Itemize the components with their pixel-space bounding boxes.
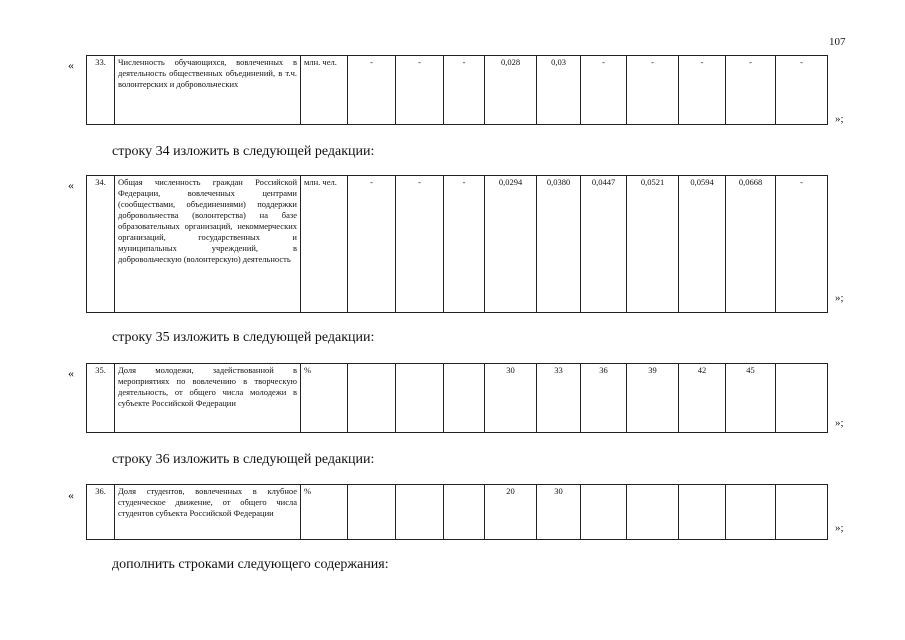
- value-cell: -: [679, 56, 726, 125]
- instruction-text: строку 35 изложить в следующей редакции:: [112, 330, 375, 345]
- value-cell: -: [776, 56, 828, 125]
- row-number: 34.: [87, 176, 115, 313]
- value-cell: -: [444, 176, 485, 313]
- closing-quote: »;: [835, 522, 844, 534]
- value-cell: [726, 485, 776, 540]
- value-cell: -: [776, 176, 828, 313]
- instruction-text: строку 34 изложить в следующей редакции:: [112, 144, 375, 159]
- instruction-text: дополнить строками следующего содержания:: [112, 557, 389, 572]
- opening-quote: «: [68, 178, 74, 192]
- value-cell: 0,0668: [726, 176, 776, 313]
- closing-quote: »;: [835, 113, 844, 125]
- value-cell: -: [726, 56, 776, 125]
- value-cell: [679, 485, 726, 540]
- closing-quote: »;: [835, 417, 844, 429]
- value-cell: -: [348, 176, 396, 313]
- value-cell: [348, 485, 396, 540]
- page-number: 107: [829, 36, 846, 48]
- value-cell: 45: [726, 364, 776, 433]
- indicator-name: Доля студентов, вовлеченных в клубное студенческое движение, от общего числа студентов субъекта Российской Федерации: [115, 485, 301, 540]
- unit-cell: %: [301, 364, 348, 433]
- row-number: 36.: [87, 485, 115, 540]
- table-row-33: [86, 55, 828, 125]
- unit-cell: %: [301, 485, 348, 540]
- value-cell: 0,0294: [485, 176, 537, 313]
- value-cell: 0,0521: [627, 176, 679, 313]
- value-cell: -: [396, 56, 444, 125]
- row-number: 35.: [87, 364, 115, 433]
- value-cell: 42: [679, 364, 726, 433]
- indicator-name: Доля молодежи, задействованной в мероприятиях по вовлечению в творческую деятельность, от общего числа молодежи в субъекте Российской Федерации: [115, 364, 301, 433]
- value-cell: 0,0447: [581, 176, 627, 313]
- value-cell: -: [627, 56, 679, 125]
- value-cell: 0,03: [537, 56, 581, 125]
- opening-quote: «: [68, 366, 74, 380]
- value-cell: [348, 364, 396, 433]
- closing-quote: »;: [835, 292, 844, 304]
- unit-cell: млн. чел.: [301, 176, 348, 313]
- indicator-name: Общая численность граждан Российской Федерации, вовлеченных центрами (сообществами, объединениями) поддержки добровольчества (волонтерства) на базе образовательных организаций, некоммерческих организаций, государственных и муниципальных учреждений, в добровольческую (волонтерскую) деятельность: [115, 176, 301, 313]
- value-cell: [581, 485, 627, 540]
- instruction-text: строку 36 изложить в следующей редакции:: [112, 452, 375, 467]
- value-cell: 36: [581, 364, 627, 433]
- value-cell: [627, 485, 679, 540]
- value-cell: [396, 485, 444, 540]
- value-cell: 33: [537, 364, 581, 433]
- opening-quote: «: [68, 488, 74, 502]
- value-cell: -: [444, 56, 485, 125]
- value-cell: [444, 485, 485, 540]
- table-row-34: [86, 175, 828, 313]
- row-number: 33.: [87, 56, 115, 125]
- value-cell: 30: [485, 364, 537, 433]
- value-cell: 0,0594: [679, 176, 726, 313]
- value-cell: [776, 364, 828, 433]
- value-cell: [396, 364, 444, 433]
- indicator-name: Численность обучающихся, вовлеченных в деятельность общественных объединений, в т.ч. волонтерских и добровольческих: [115, 56, 301, 125]
- opening-quote: «: [68, 58, 74, 72]
- value-cell: 0,028: [485, 56, 537, 125]
- value-cell: [444, 364, 485, 433]
- value-cell: 39: [627, 364, 679, 433]
- value-cell: -: [581, 56, 627, 125]
- value-cell: -: [348, 56, 396, 125]
- unit-cell: млн. чел.: [301, 56, 348, 125]
- value-cell: -: [396, 176, 444, 313]
- value-cell: [776, 485, 828, 540]
- table-row-35: [86, 363, 828, 433]
- table-row-36: [86, 484, 828, 540]
- value-cell: 0,0380: [537, 176, 581, 313]
- value-cell: 20: [485, 485, 537, 540]
- value-cell: 30: [537, 485, 581, 540]
